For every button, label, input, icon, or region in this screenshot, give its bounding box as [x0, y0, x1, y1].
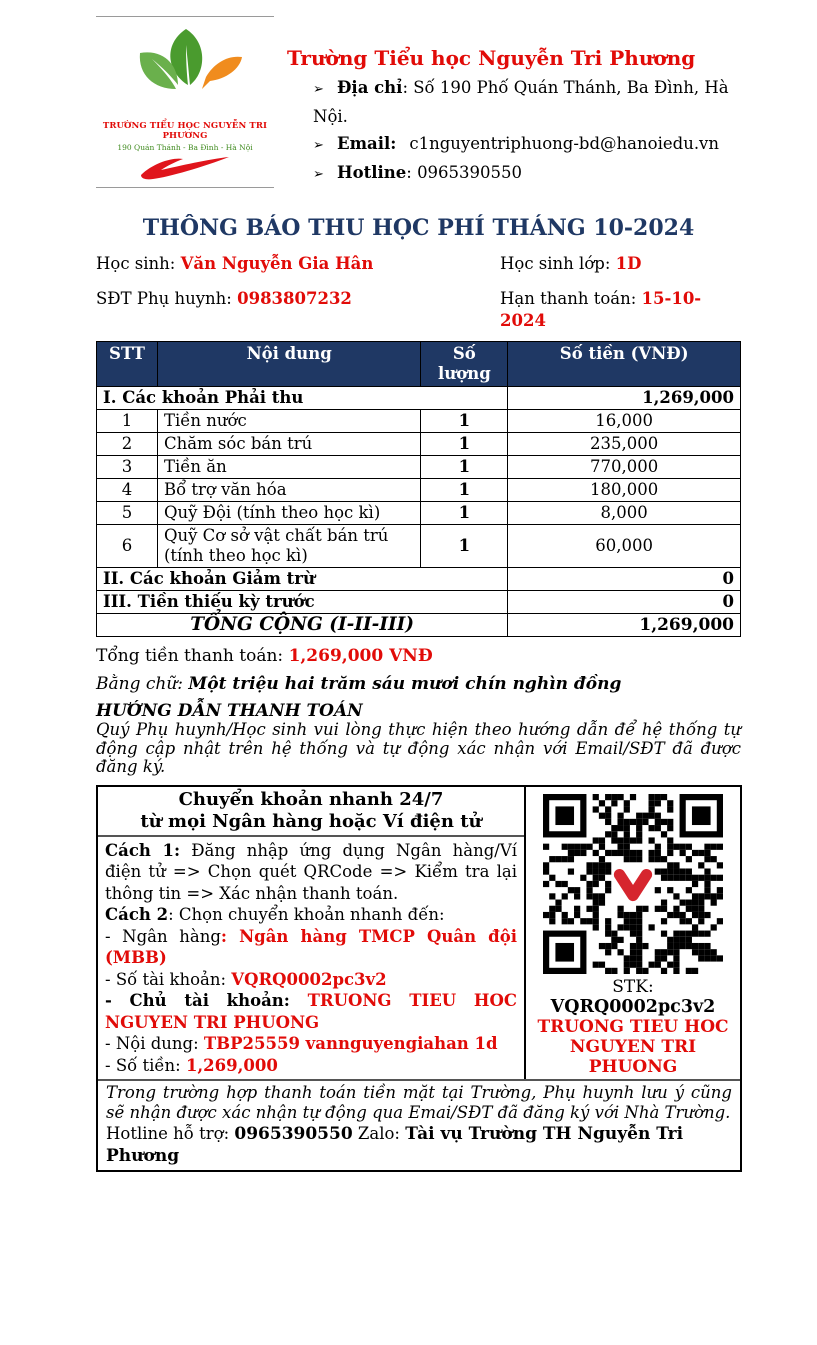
table-row: 2 Chăm sóc bán trú 1 235,000 — [97, 433, 741, 456]
parent-phone: 0983807232 — [237, 289, 352, 308]
section-giam-tru-row: II. Các khoản Giảm trừ 0 — [97, 568, 741, 591]
amount-in-words: Một triệu hai trăm sáu mươi chín nghìn đồng — [188, 674, 622, 694]
contact-hotline: ➢ Hotline: 0965390550 — [313, 159, 741, 188]
payment-total-line: Tổng tiền thanh toán: 1,269,000 VNĐ — [96, 646, 433, 666]
table-row: 6 Quỹ Cơ sở vật chất bán trú (tính theo học kì) 1 60,000 — [97, 525, 741, 568]
cash-payment-note: Trong trường hợp thanh toán tiền mặt tại Trường, Phụ huynh lưu ý cũng sẽ nhận được xác nhận tự động qua Emai/SĐT đã đăng ký với Nhà Trường. — [106, 1082, 732, 1122]
payment-guide-text: Quý Phụ huynh/Học sinh vui lòng thực hiện theo hướng dẫn để hệ thống tự động cập nhật trên hệ thống và tự động xác nhận với Email/SĐT đã được đăng ký. — [96, 720, 741, 776]
qr-panel — [526, 787, 740, 1079]
school-logo — [96, 16, 274, 188]
qr-code — [543, 794, 723, 974]
student-name: Văn Nguyễn Gia Hân — [180, 254, 374, 273]
amount-line: - Số tiền: 1,269,000 — [105, 1055, 278, 1075]
qr-account-number: VQRQ0002pc3v2 — [550, 996, 716, 1017]
table-row: 3 Tiền ăn 1 770,000 — [97, 456, 741, 479]
payment-box-header: Chuyển khoản nhanh 24/7 từ mọi Ngân hàng hoặc Ví điện tử — [98, 787, 524, 837]
method-1: Cách 1: Đăng nhập ứng dụng Ngân hàng/Ví điện tử => Chọn quét QRCode => Kiểm tra lại thông tin => Xác nhận thanh toán. — [105, 840, 518, 903]
bank-name: : Ngân hàng TMCP Quân đội (MBB) — [105, 926, 517, 967]
due-date-row: Hạn thanh toán: 15-10-2024 — [500, 289, 702, 330]
header — [96, 0, 741, 188]
fee-table-header-row — [97, 342, 741, 387]
header-so-luong: Số lượng — [421, 342, 508, 387]
page-title: THÔNG BÁO THU HỌC PHÍ THÁNG 10-2024 — [142, 215, 695, 241]
holder-line: - Chủ tài khoản: TRUONG TIEU HOC NGUYEN TRI PHUONG — [105, 991, 517, 1032]
section-thieu-ky-truoc-row: III. Tiền thiếu kỳ trước 0 — [97, 591, 741, 614]
student-name-row: Học sinh: Văn Nguyễn Gia Hân — [96, 254, 374, 273]
qr-code-icon — [543, 794, 723, 974]
memo-line: - Nội dung: TBP25559 vannguyengiahan 1d — [105, 1034, 498, 1053]
account-number: VQRQ0002pc3v2 — [231, 969, 387, 989]
bank-line: - Ngân hàng: Ngân hàng TMCP Quân đội (MBB) — [105, 926, 517, 967]
payment-footer — [98, 1079, 740, 1170]
logo-leaves-icon — [110, 23, 260, 119]
grand-total-row — [97, 614, 741, 637]
section-phai-thu-row: I. Các khoản Phải thu 1,269,000 — [97, 387, 741, 410]
contact-email: ➢ Email: c1nguyentriphuong-bd@hanoiedu.vn — [313, 130, 741, 159]
logo-school-name: TRƯỜNG TIỂU HỌC NGUYỄN TRI PHƯƠNG — [102, 121, 268, 141]
account-line: - Số tài khoản: VQRQ0002pc3v2 — [105, 969, 387, 989]
payment-box — [96, 785, 742, 1172]
parent-phone-row: SĐT Phụ huynh: 0983807232 — [96, 289, 352, 308]
qr-stk-line: STK: VQRQ0002pc3v2 — [550, 976, 716, 1017]
transfer-memo: TBP25559 vannguyengiahan 1d — [203, 1034, 498, 1053]
contact-list — [287, 74, 741, 188]
grand-total-amount: 1,269,000 — [508, 614, 741, 637]
payment-guide-title: HƯỚNG DẪN THANH TOÁN — [96, 701, 363, 721]
student-class: 1D — [615, 254, 642, 273]
payment-instructions — [98, 837, 524, 1079]
qr-holder-name: TRUONG TIEU HOC NGUYEN TRI PHUONG — [537, 1016, 729, 1077]
fee-table — [96, 341, 741, 637]
logo-address: 190 Quán Thánh - Ba Đình - Hà Nội — [117, 143, 253, 152]
student-info — [96, 253, 741, 332]
contact-address: ➢ Địa chỉ: Số 190 Phố Quán Thánh, Ba Đình, Hà Nội. — [313, 78, 729, 126]
grand-total-label: TỔNG CỘNG (I-II-III) — [97, 614, 508, 637]
payment-total-value: 1,269,000 VNĐ — [288, 646, 433, 666]
arrow-bullet-icon: ➢ — [313, 167, 324, 182]
section-giam-tru-amount: 0 — [508, 568, 741, 591]
method-2: Cách 2: Chọn chuyển khoản nhanh đến: — [105, 905, 445, 924]
support-hotline-number: 0965390550 — [234, 1123, 353, 1144]
transfer-amount: 1,269,000 — [185, 1055, 278, 1075]
due-date: 15-10-2024 — [500, 289, 702, 330]
support-hotline-line: Hotline hỗ trợ: 0965390550 Zalo: Tài vụ Trường TH Nguyễn Tri Phương — [106, 1123, 684, 1166]
zalo-contact-name: Tài vụ Trường TH Nguyễn Tri Phương — [106, 1123, 684, 1166]
amount-in-words-line: Bằng chữ: Một triệu hai trăm sáu mươi chín nghìn đồng — [96, 674, 622, 694]
arrow-bullet-icon: ➢ — [313, 82, 324, 97]
logo-swoosh-icon — [139, 155, 231, 181]
table-row: 4 Bổ trợ văn hóa 1 180,000 — [97, 479, 741, 502]
student-class-row: Học sinh lớp: 1D — [500, 254, 642, 273]
header-so-tien: Số tiền (VNĐ) — [508, 342, 741, 387]
payment-instructions-panel — [98, 787, 526, 1079]
account-holder: TRUONG TIEU HOC NGUYEN TRI PHUONG — [105, 991, 517, 1032]
section-phai-thu-amount: 1,269,000 — [508, 387, 741, 410]
school-name: Trường Tiểu học Nguyễn Tri Phương — [287, 46, 696, 70]
table-row: 5 Quỹ Đội (tính theo học kì) 1 8,000 — [97, 502, 741, 525]
school-info — [287, 16, 741, 188]
header-noi-dung: Nội dung — [157, 342, 420, 387]
section-thieu-ky-truoc-amount: 0 — [508, 591, 741, 614]
table-row: 1 Tiền nước 1 16,000 — [97, 410, 741, 433]
header-stt: STT — [97, 342, 158, 387]
arrow-bullet-icon: ➢ — [313, 138, 324, 153]
